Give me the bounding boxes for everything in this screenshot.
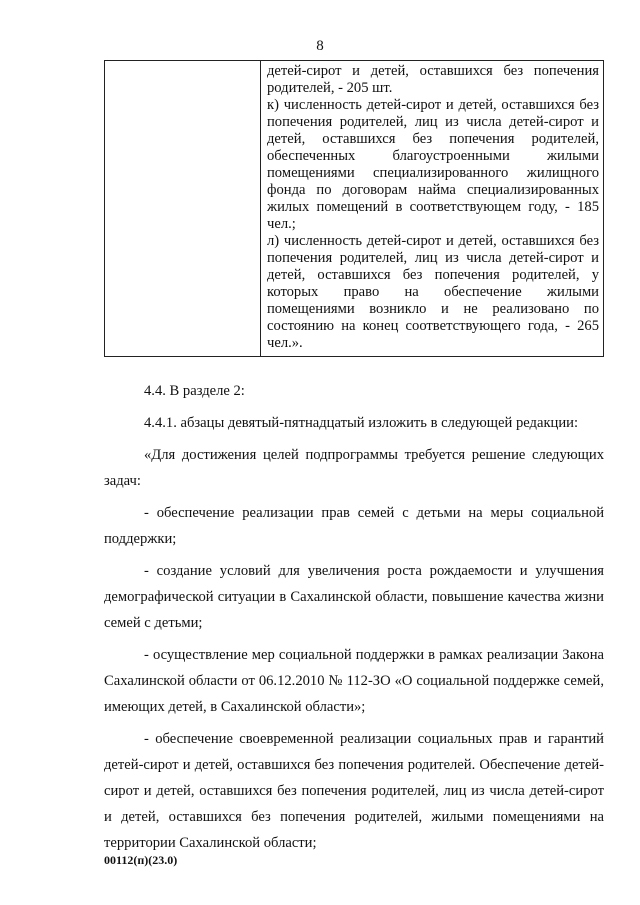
table-paragraph: к) численность детей-сирот и детей, оставшихся без попечения родителей, лиц из числа детей-сирот и детей, оставшихся без попечения родителей, обеспеченных благоустроенными жилыми помещениями специализированного жилищного фонда по договорам найма специализированных жилых помещений в соответствующем году, - 185 чел.; (267, 97, 599, 232)
table-cell-text (261, 61, 604, 357)
body-paragraph: - обеспечение своевременной реализации социальных прав и гарантий детей-сирот и детей, оставшихся без попечения родителей. Обеспечение детей-сирот и детей, оставшихся без попечения родителей, лиц из числа детей-сирот и детей, оставшихся без попечения родителей, жилыми помещениями на территории Сахалинской области; (104, 731, 604, 851)
table-paragraph: л) численность детей-сирот и детей, оставшихся без попечения родителей, лиц из числа детей-сирот и детей, оставшихся без попечения родителей, у которых право на обеспечение жилыми помещениями возникло и не реализовано по состоянию на конец соответствующего года, - 265 чел.». (267, 233, 599, 351)
table-row (105, 61, 604, 357)
document-table (104, 60, 604, 357)
body-paragraph: 4.4.1. абзацы девятый-пятнадцатый изложить в следующей редакции: (144, 415, 579, 431)
body-text (104, 378, 604, 862)
table-paragraph: детей-сирот и детей, оставшихся без попечения родителей, - 205 шт. (267, 63, 599, 96)
footer-code: 00112(п)(23.0) (104, 853, 178, 867)
body-paragraph: - осуществление мер социальной поддержки в рамках реализации Закона Сахалинской области от 06.12.2010 № 112-ЗО «О социальной поддержке семей, имеющих детей, в Сахалинской области»; (104, 647, 604, 715)
page-number: 8 (316, 38, 324, 54)
body-paragraph: «Для достижения целей подпрограммы требуется решение следующих задач: (104, 447, 604, 489)
body-paragraph: - создание условий для увеличения роста рождаемости и улучшения демографической ситуации в Сахалинской области, повышение качества жизни семей с детьми; (104, 563, 604, 631)
body-paragraph: 4.4. В разделе 2: (144, 383, 245, 399)
body-paragraph: - обеспечение реализации прав семей с детьми на меры социальной поддержки; (104, 505, 604, 547)
table-cell-empty (105, 61, 261, 357)
